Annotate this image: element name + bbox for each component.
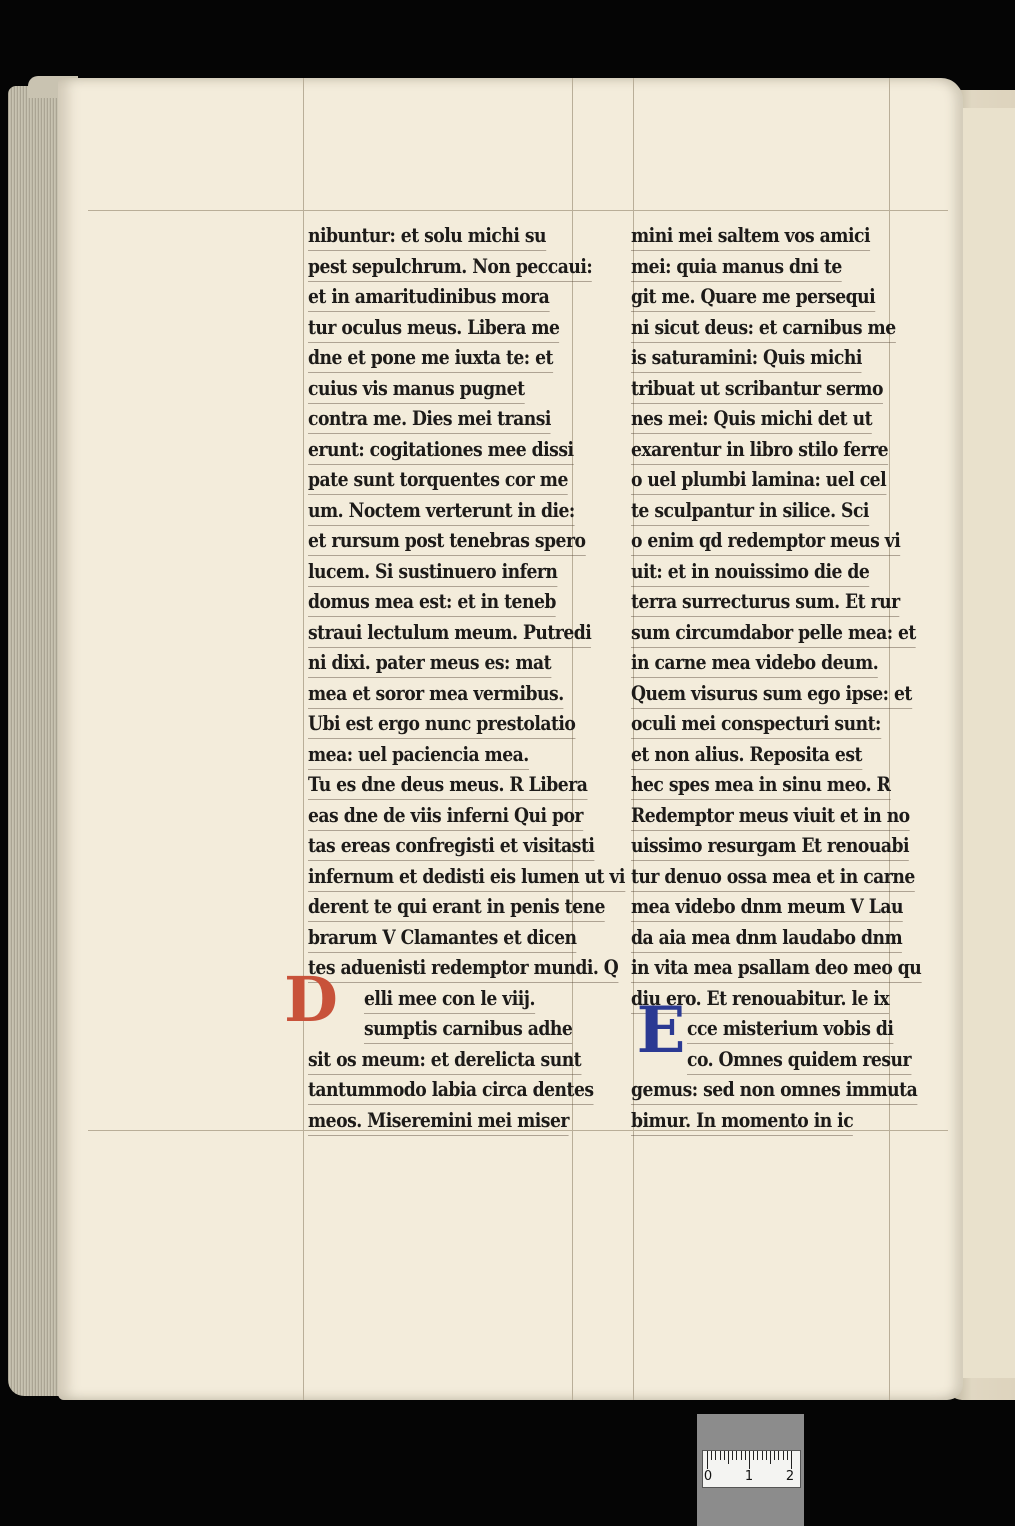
- ruling-line: [88, 210, 948, 211]
- text-line: meos. Miseremini mei miser: [308, 1105, 569, 1136]
- text-line: sit os meum: et derelicta sunt: [308, 1044, 581, 1075]
- scale-tick: [736, 1451, 737, 1460]
- scale-tick: [732, 1451, 733, 1460]
- text-line: mea et soror mea vermibus.: [308, 678, 564, 709]
- text-line: et non alius. Reposita est: [631, 739, 862, 770]
- text-line: brarum V Clamantes et dicen: [308, 922, 577, 953]
- text-line: cuius vis manus pugnet: [308, 373, 525, 404]
- decorated-initial-red: D: [284, 963, 338, 1036]
- text-line: mea videbo dnm meum V Lau: [631, 891, 903, 922]
- text-line: uit: et in nouissimo die de: [631, 556, 869, 587]
- text-line: gemus: sed non omnes immuta: [631, 1074, 917, 1105]
- text-line: tribuat ut scribantur sermo: [631, 373, 883, 404]
- text-line: bimur. In momento in ic: [631, 1105, 853, 1136]
- text-line: Quem visurus sum ego ipse: et: [631, 678, 912, 709]
- text-line: hec spes mea in sinu meo. R: [631, 769, 890, 800]
- text-line: te sculpantur in silice. Sci: [631, 495, 869, 526]
- text-column-left: [308, 220, 625, 1132]
- scale-tick: [778, 1451, 779, 1460]
- text-line: diu ero. Et renouabitur. le ix: [631, 983, 889, 1014]
- text-line: ni dixi. pater meus es: mat: [308, 647, 551, 678]
- text-line: pest sepulchrum. Non peccaui:: [308, 251, 592, 282]
- scale-tick: [745, 1451, 746, 1460]
- text-line: Redemptor meus viuit et in no: [631, 800, 910, 831]
- scale-label-1: 1: [744, 1469, 754, 1484]
- scale-tick: [711, 1451, 712, 1460]
- text-line: co. Omnes quidem resur: [687, 1044, 911, 1075]
- text-line: sumptis carnibus adhe: [364, 1013, 572, 1044]
- text-line: oculi mei conspecturi sunt:: [631, 708, 881, 739]
- text-line: pate sunt torquentes cor me: [308, 464, 568, 495]
- text-line: dne et pone me iuxta te: et: [308, 342, 553, 373]
- text-line: mei: quia manus dni te: [631, 251, 842, 282]
- text-line: lucem. Si sustinuero infern: [308, 556, 557, 587]
- manuscript-page: [58, 78, 963, 1400]
- text-line: sum circumdabor pelle mea: et: [631, 617, 916, 648]
- scale-label-2: 2: [785, 1469, 795, 1484]
- text-line: terra surrecturus sum. Et rur: [631, 586, 900, 617]
- text-line: contra me. Dies mei transi: [308, 403, 551, 434]
- scale-tick: [724, 1451, 725, 1460]
- text-line: tur oculus meus. Libera me: [308, 312, 559, 343]
- text-line: et in amaritudinibus mora: [308, 281, 549, 312]
- scale-tick: [766, 1451, 767, 1460]
- text-line: Tu es dne deus meus. R Libera: [308, 769, 587, 800]
- text-line: tes aduenisti redemptor mundi. Q: [308, 952, 618, 983]
- text-line: straui lectulum meum. Putredi: [308, 617, 591, 648]
- text-line: nibuntur: et solu michi su: [308, 220, 546, 251]
- scale-tick: [791, 1451, 792, 1469]
- text-line: et rursum post tenebras spero: [308, 525, 585, 556]
- scale-tick: [715, 1451, 716, 1460]
- text-line: eas dne de viis inferni Qui por: [308, 800, 583, 831]
- text-line: o enim qd redemptor meus vi: [631, 525, 900, 556]
- text-line: tantummodo labia circa dentes: [308, 1074, 594, 1105]
- scale-tick: [741, 1451, 742, 1460]
- decorated-initial-blue: E: [636, 993, 686, 1068]
- scale-tick: [749, 1451, 750, 1469]
- text-line: mini mei saltem vos amici: [631, 220, 870, 251]
- text-line: tur denuo ossa mea et in carne: [631, 861, 915, 892]
- text-line: erunt: cogitationes mee dissi: [308, 434, 574, 465]
- scale-tick: [757, 1451, 758, 1460]
- scale-tick: [774, 1451, 775, 1460]
- scale-tick: [720, 1451, 721, 1460]
- scale-tick: [770, 1451, 771, 1464]
- text-line: o uel plumbi lamina: uel cel: [631, 464, 886, 495]
- facing-leaf-edge: [960, 108, 1015, 1378]
- scale-ruler: [702, 1450, 801, 1488]
- measurement-scale: [697, 1414, 804, 1526]
- text-line: um. Noctem verterunt in die:: [308, 495, 575, 526]
- scale-tick: [762, 1451, 763, 1460]
- text-line: Ubi est ergo nunc prestolatio: [308, 708, 575, 739]
- text-line: da aia mea dnm laudabo dnm: [631, 922, 902, 953]
- text-line: exarentur in libro stilo ferre: [631, 434, 888, 465]
- text-line: infernum et dedisti eis lumen ut vi: [308, 861, 625, 892]
- text-column-right: [631, 220, 931, 1132]
- text-line: git me. Quare me persequi: [631, 281, 875, 312]
- scale-tick: [707, 1451, 708, 1469]
- text-line: domus mea est: et in teneb: [308, 586, 556, 617]
- text-line: uissimo resurgam Et renouabi: [631, 830, 909, 861]
- scale-label-0: 0: [703, 1469, 713, 1484]
- text-line: cce misterium vobis di: [687, 1013, 893, 1044]
- text-line: tas ereas confregisti et visitasti: [308, 830, 594, 861]
- text-line: elli mee con le viij.: [364, 983, 535, 1014]
- ruling-line: [303, 78, 304, 1400]
- text-line: derent te qui erant in penis tene: [308, 891, 605, 922]
- text-line: in carne mea videbo deum.: [631, 647, 878, 678]
- text-line: is saturamini: Quis michi: [631, 342, 862, 373]
- text-line: mea: uel paciencia mea.: [308, 739, 529, 770]
- scale-tick: [787, 1451, 788, 1460]
- scale-tick: [728, 1451, 729, 1464]
- text-line: ni sicut deus: et carnibus me: [631, 312, 896, 343]
- text-line: nes mei: Quis michi det ut: [631, 403, 872, 434]
- scale-tick: [753, 1451, 754, 1460]
- scale-tick: [783, 1451, 784, 1460]
- text-line: in vita mea psallam deo meo qu: [631, 952, 921, 983]
